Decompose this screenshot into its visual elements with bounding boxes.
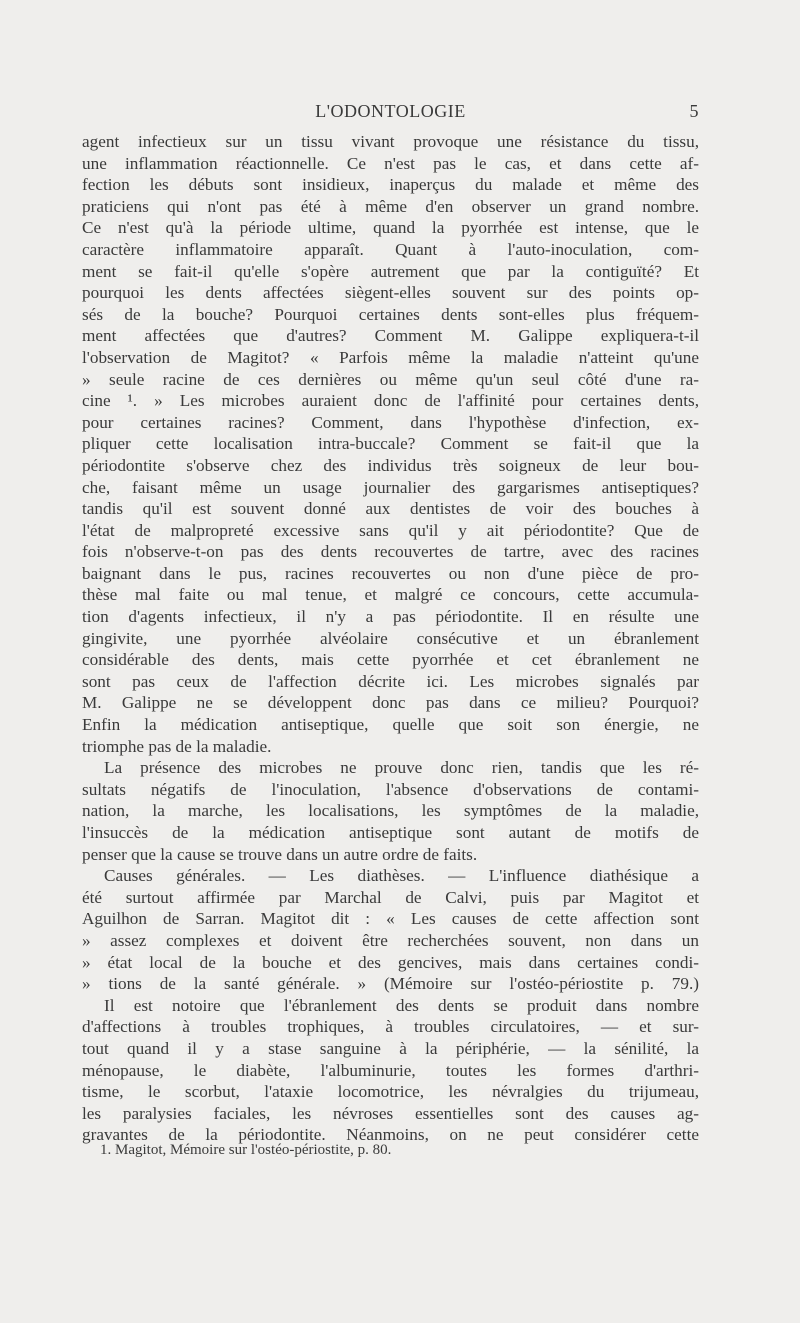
text-line: nation, la marche, les localisations, les symptômes de la maladie,: [82, 801, 699, 821]
page-header: [82, 101, 699, 127]
body-text: [82, 131, 699, 1146]
text-line: fois n'observe-t-on pas des dents recouvertes de tartre, avec des racines: [82, 542, 699, 562]
text-line: caractère inflammatoire apparaît. Quant à l'auto-inoculation, com-: [82, 239, 699, 259]
text-line: gingivite, une pyorrhée alvéolaire consécutive et un ébranlement: [82, 628, 699, 648]
text-line: ment se fait-il qu'elle s'opère autrement que par la contiguïté? Et: [82, 261, 699, 281]
text-line: pliquer cette localisation intra-buccale? Comment se fait-il que la: [82, 434, 699, 454]
text-line: sultats négatifs de l'inoculation, l'absence d'observations de contami-: [82, 779, 699, 799]
text-line: Il est notoire que l'ébranlement des dents se produit dans nombre: [104, 995, 699, 1015]
text-line: sés de la bouche? Pourquoi certaines dents sont-elles plus fréquem-: [82, 304, 699, 324]
text-line: tisme, le scorbut, l'ataxie locomotrice, les névralgies du trijumeau,: [82, 1082, 699, 1102]
text-line: périodontite s'observe chez des individus très soigneux de leur bou-: [82, 455, 699, 475]
text-line: tout quand il y a stase sanguine à la périphérie, — la sénilité, la: [82, 1038, 699, 1058]
text-line: baignant dans le pus, racines recouvertes ou non d'une pièce de pro-: [82, 563, 699, 583]
text-line: ménopause, le diabète, l'albuminurie, toutes les formes d'arthri-: [82, 1060, 699, 1080]
text-line: l'état de malpropreté excessive sans qu'il y ait périodontite? Que de: [82, 520, 699, 540]
section-heading-line: Causes générales. — Les diathèses. — L'influence diathésique a: [104, 866, 699, 886]
page-number: 5: [689, 101, 699, 121]
text-line: Enfin la médication antiseptique, quelle que soit son énergie, ne: [82, 715, 699, 735]
text-line: sont pas ceux de l'affection décrite ici. Les microbes signalés par: [82, 671, 699, 691]
text-line: gravantes de la périodontite. Néanmoins, on ne peut considérer cette: [82, 1125, 699, 1145]
text-line: pourquoi les dents affectées siègent-elles souvent sur des points op-: [82, 283, 699, 303]
text-line: che, faisant même un usage journalier des gargarismes antiseptiques?: [82, 477, 699, 497]
text-line: La présence des microbes ne prouve donc rien, tandis que les ré-: [104, 758, 699, 778]
text-line: Ce n'est qu'à la période ultime, quand la pyorrhée est intense, que le: [82, 218, 699, 238]
text-line: les paralysies faciales, les névroses essentielles sont des causes ag-: [82, 1103, 699, 1123]
text-line: cine ¹. » Les microbes auraient donc de l'affinité pour certaines dents,: [82, 391, 699, 411]
text-line: M. Galippe ne se développent donc pas dans ce milieu? Pourquoi?: [82, 693, 699, 713]
text-line: une inflammation réactionnelle. Ce n'est pas le cas, et dans cette af-: [82, 153, 699, 173]
text-line: penser que la cause se trouve dans un autre ordre de faits.: [82, 844, 478, 864]
running-title: L'ODONTOLOGIE: [315, 101, 466, 121]
text-line: » état local de la bouche et des gencives, mais dans certaines condi-: [82, 952, 699, 972]
text-line: ment affectées que d'autres? Comment M. Galippe expliquera-t-il: [82, 326, 699, 346]
text-line: Aguilhon de Sarran. Magitot dit : « Les causes de cette affection sont: [82, 909, 699, 929]
text-line: fection les débuts sont insidieux, inaperçus du malade et même des: [82, 175, 699, 195]
text-line: d'affections à troubles trophiques, à troubles circulatoires, — et sur-: [82, 1017, 699, 1037]
text-line: pour certaines racines? Comment, dans l'hypothèse d'infection, ex-: [82, 412, 699, 432]
text-line: l'insuccès de la médication antiseptique sont autant de motifs de: [82, 823, 699, 842]
text-line: été surtout affirmée par Marchal de Calvi, puis par Magitot et: [82, 887, 699, 907]
footnote: 1. Magitot, Mémoire sur l'ostéo-périostite, p. 80.: [100, 1142, 392, 1158]
text-line: » assez complexes et doivent être recherchées souvent, non dans un: [82, 930, 699, 950]
text-line: triomphe pas de la maladie.: [82, 736, 272, 756]
text-line: tandis qu'il est souvent donné aux dentistes de voir des bouches à: [82, 499, 699, 519]
text-line: agent infectieux sur un tissu vivant provoque une résistance du tissu,: [82, 132, 699, 151]
text-line: tion d'agents infectieux, il n'y a pas périodontite. Il en résulte une: [82, 607, 699, 627]
text-line: l'observation de Magitot? « Parfois même la maladie n'atteint qu'une: [82, 347, 699, 367]
text-line: considérable des dents, mais cette pyorrhée et cet ébranlement ne: [82, 650, 699, 670]
text-line: thèse mal faite ou mal tenue, et malgré ce concours, cette accumula-: [82, 585, 699, 605]
text-line: » tions de la santé générale. » (Mémoire sur l'ostéo-périostite p. 79.): [82, 974, 699, 994]
text-line: » seule racine de ces dernières ou même qu'un seul côté d'une ra-: [82, 369, 699, 389]
text-line: praticiens qui n'ont pas été à même d'en observer un grand nombre.: [82, 196, 699, 216]
